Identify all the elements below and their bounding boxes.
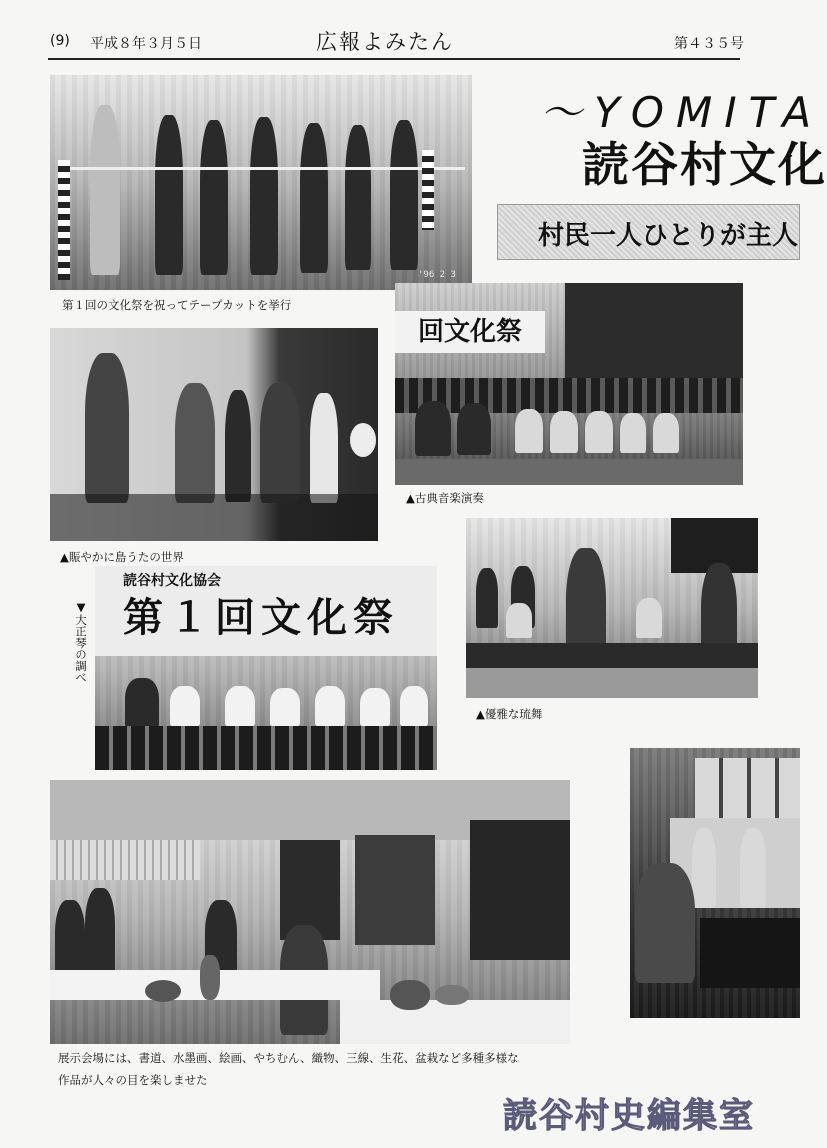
archive-watermark: 読谷村史編集室: [503, 1096, 755, 1136]
header-rule: [48, 58, 740, 60]
caption-ryubu: ▲優雅な琉舞: [476, 707, 543, 721]
caption-shima-uta: ▲賑やかに島うたの世界: [60, 550, 184, 564]
issue-number: 第４３５号: [674, 36, 744, 52]
photo-date-stamp: '96 2 3: [418, 270, 456, 280]
photo-shima-uta: [50, 328, 378, 541]
taishogoto-banner-small: 読谷村文化協会: [123, 573, 221, 589]
koten-stage-banner: 回文化祭: [395, 311, 545, 353]
caption-exhibition-2: 作品が人々の目を楽しませた: [58, 1073, 208, 1087]
caption-taishogoto: ▼大正琴の調べ: [74, 600, 88, 683]
photo-tape-cut: [50, 75, 472, 290]
caption-exhibition-1: 展示会場には、書道、水墨画、絵画、やちむん、織物、三線、生花、盆栽など多種多様な: [58, 1051, 519, 1065]
article-subtitle-bar: [497, 204, 800, 260]
taishogoto-banner-large: 第１回文化祭: [123, 594, 399, 641]
page-number: (9): [50, 33, 70, 49]
photo-exhibition: [50, 780, 570, 1044]
article-title-latin: ～YOMITA: [540, 88, 824, 137]
photo-koten-music: [395, 283, 743, 485]
issue-date: 平成８年３月５日: [90, 36, 202, 52]
article-subtitle: 村民一人ひとりが主人: [538, 221, 799, 251]
photo-taishogoto: [95, 566, 437, 770]
publication-title: 広報よみたん: [316, 30, 454, 54]
article-title: 読谷村文化: [582, 138, 827, 193]
photo-kimono-ceremony: [630, 748, 800, 1018]
caption-tape-cut: 第１回の文化祭を祝ってテープカットを挙行: [62, 298, 292, 312]
photo-ryubu: [466, 518, 758, 698]
caption-koten-music: ▲古典音楽演奏: [406, 491, 484, 505]
